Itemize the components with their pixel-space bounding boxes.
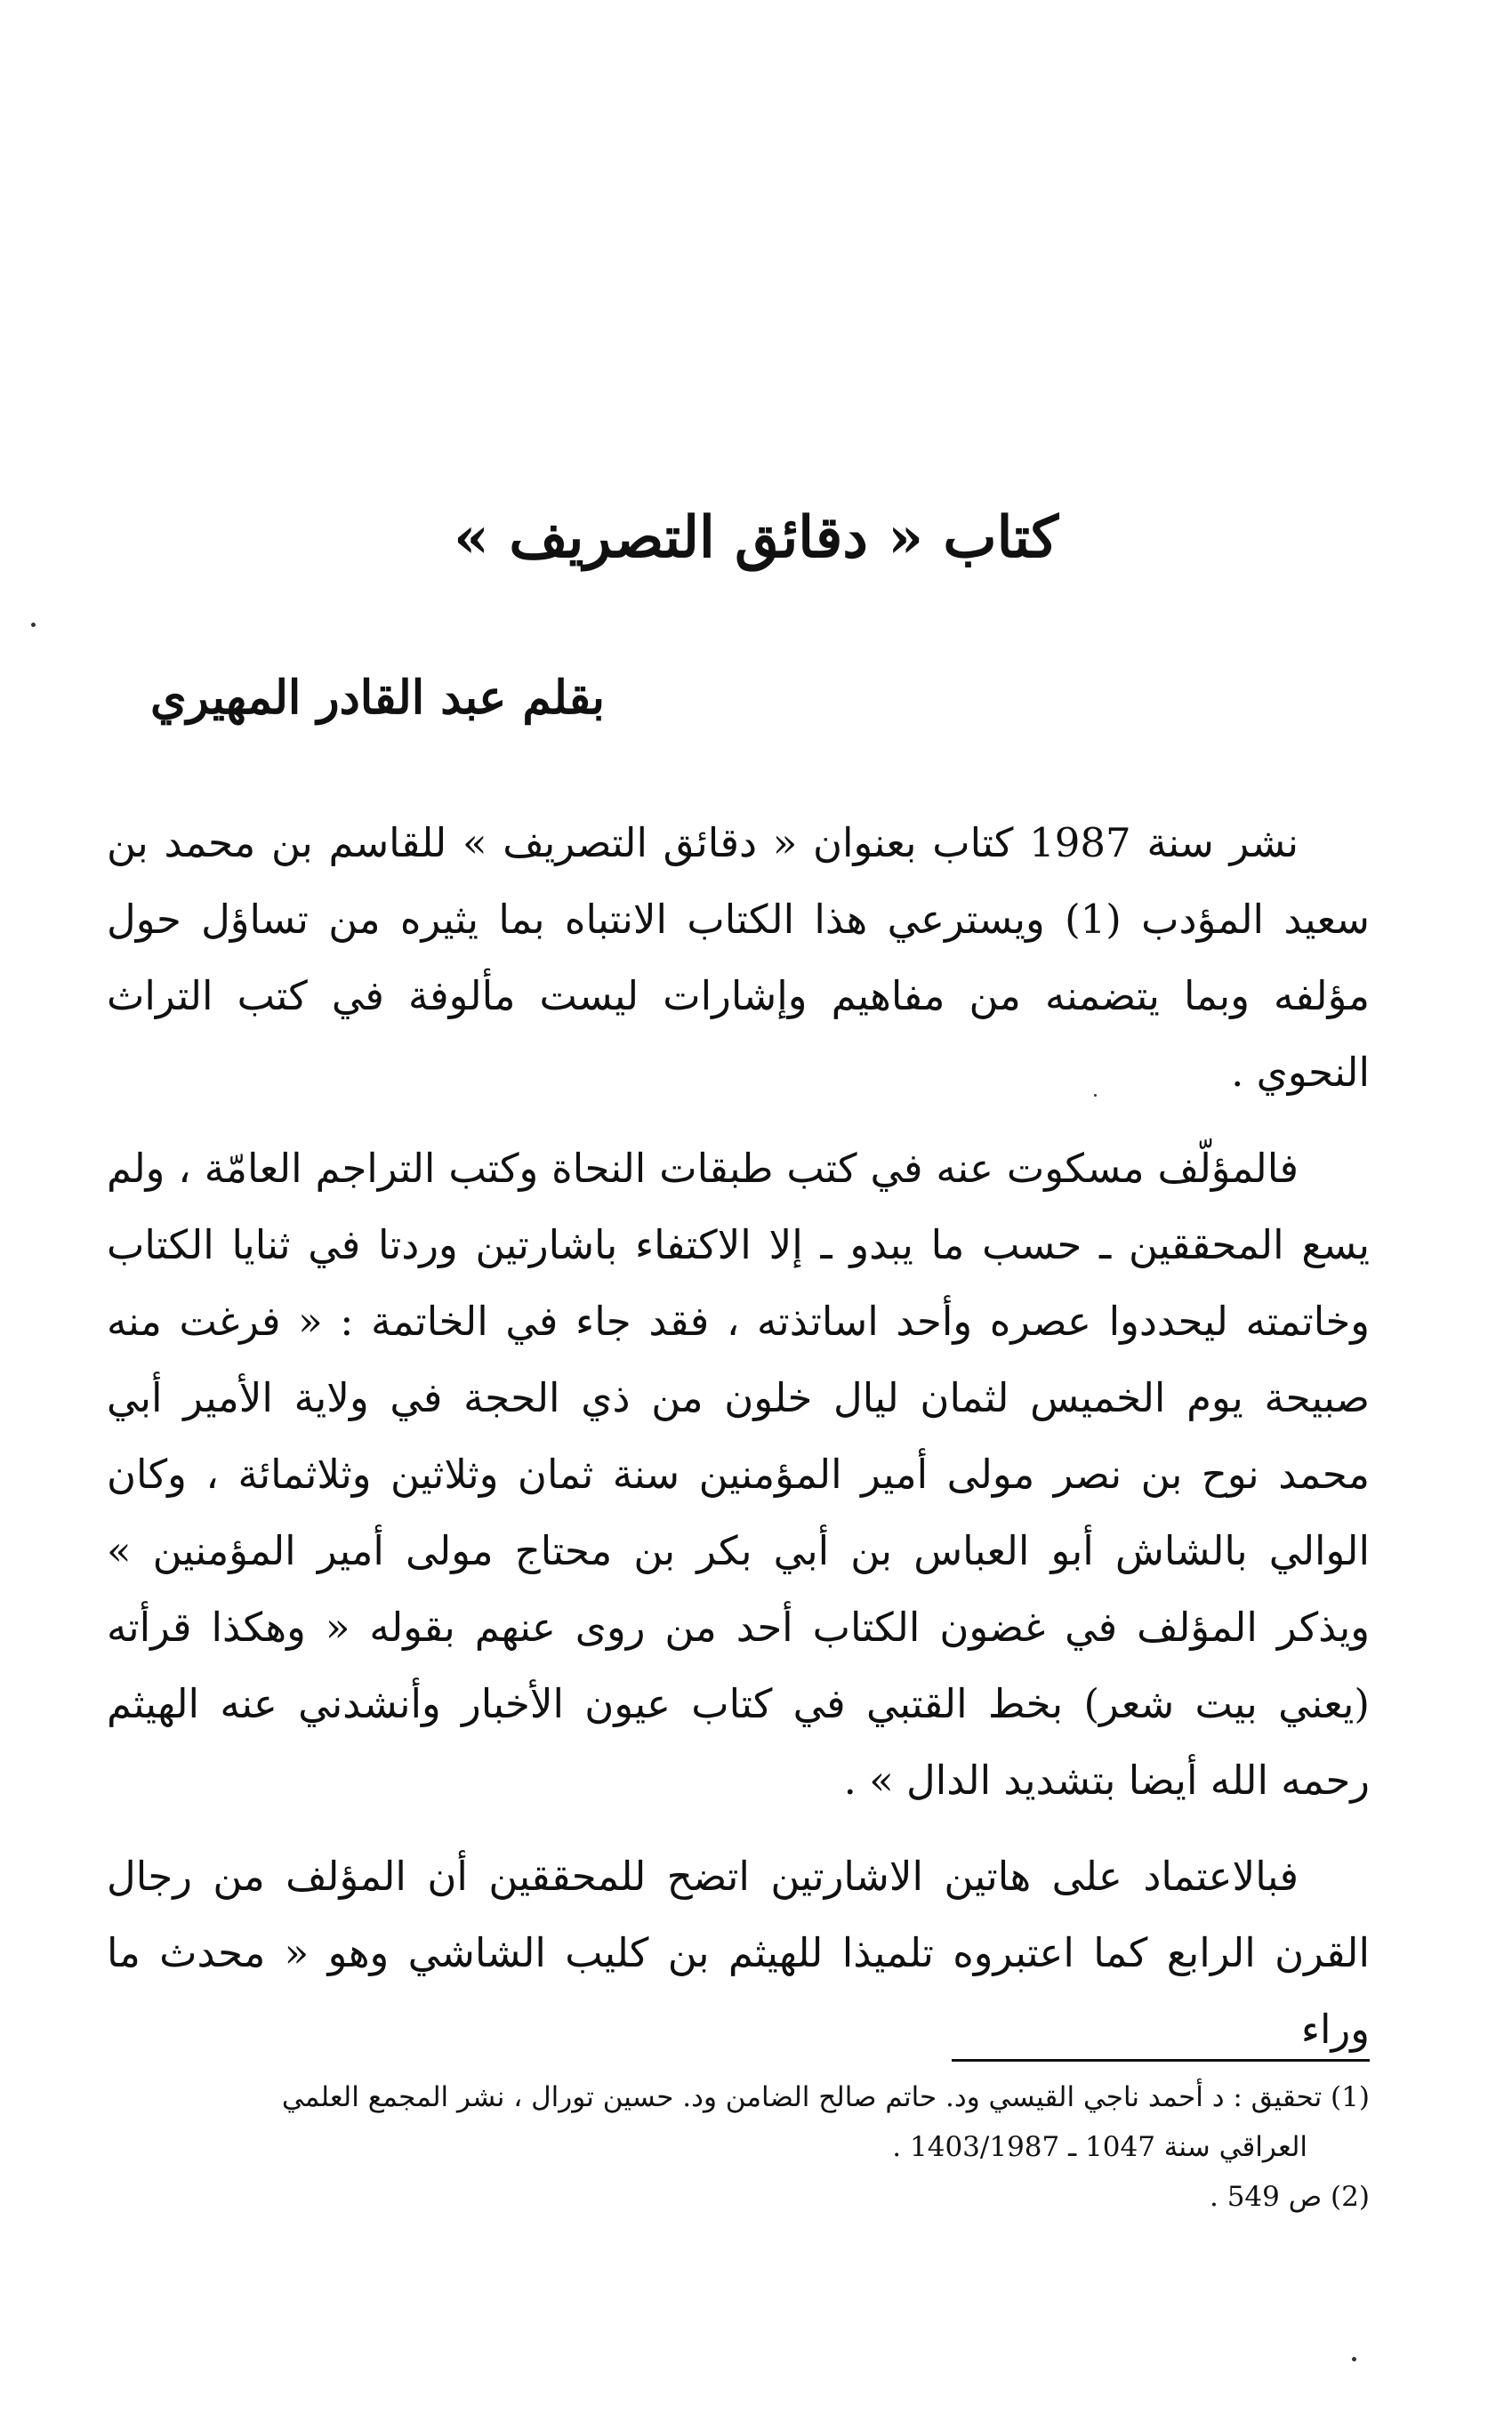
scan-speck xyxy=(1094,1094,1097,1097)
scan-speck xyxy=(1352,2357,1356,2361)
paragraph-1: نشر سنة 1987 كتاب بعنوان « دقائق التصريف » للقاسم بن محمد بن سعيد المؤدب (1) ويسترعي هذا الكتاب الانتباه بما يثيره من تساؤل حول مؤلفه وبما يتضمنه من مفاهيم وإشارات ليست مألوفة في كتب التراث النحوي . xyxy=(107,819,1370,1096)
author-byline: بقلم عبد القادر المهيري xyxy=(149,671,605,725)
footnote-1-line-1: (1) تحقيق : د أحمد ناجي القيسي ود. حاتم صالح الضامن ود. حسين تورال ، نشر المجمع العلمي xyxy=(281,2081,1370,2113)
footnote-2: (2) ص 549 . xyxy=(1209,2181,1370,2213)
paragraph-2: فالمؤلّف مسكوت عنه في كتب طبقات النحاة وكتب التراجم العامّة ، ولم يسع المحققين ـ حسب ما يبدو ـ إلا الاكتفاء باشارتين وردتا في ثنايا الكتاب وخاتمته ليحددوا عصره وأحد اساتذته ، فقد جاء في الخاتمة : « فرغت منه صبيحة يوم الخميس لثمان ليال خلون من ذي الحجة في ولاية الأمير أبي محمد نوح بن نصر مولى أمير المؤمنين سنة ثمان وثلاثين وثلاثمائة ، وكان الوالي بالشاش أبو العباس بن أبي بكر بن محتاج مولى أمير المؤمنين » ويذكر المؤلف في غضون الكتاب أحد من روى عنهم بقوله « وهكذا قرأته (يعني بيت شعر) بخط القتبي في كتاب عيون الأخبار وأنشدني عنه الهيثم رحمه الله أيضا بتشديد الدال » . xyxy=(107,1145,1370,1804)
footnotes xyxy=(107,2072,1370,2222)
paragraph-3: فبالاعتماد على هاتين الاشارتين اتضح للمحققين أن المؤلف من رجال القرن الرابع كما اعتبروه تلميذا للهيثم بن كليب الشاشي وهو « محدث ما وراء xyxy=(107,1853,1370,2053)
scan-speck xyxy=(31,623,36,627)
footnote-divider xyxy=(952,2059,1370,2062)
article-body xyxy=(107,805,1370,2087)
footnote-1-line-2: العراقي سنة 1047 ـ 1403/1987 . xyxy=(892,2131,1307,2163)
page-title: كتاب « دقائق التصريف » xyxy=(454,504,1058,571)
